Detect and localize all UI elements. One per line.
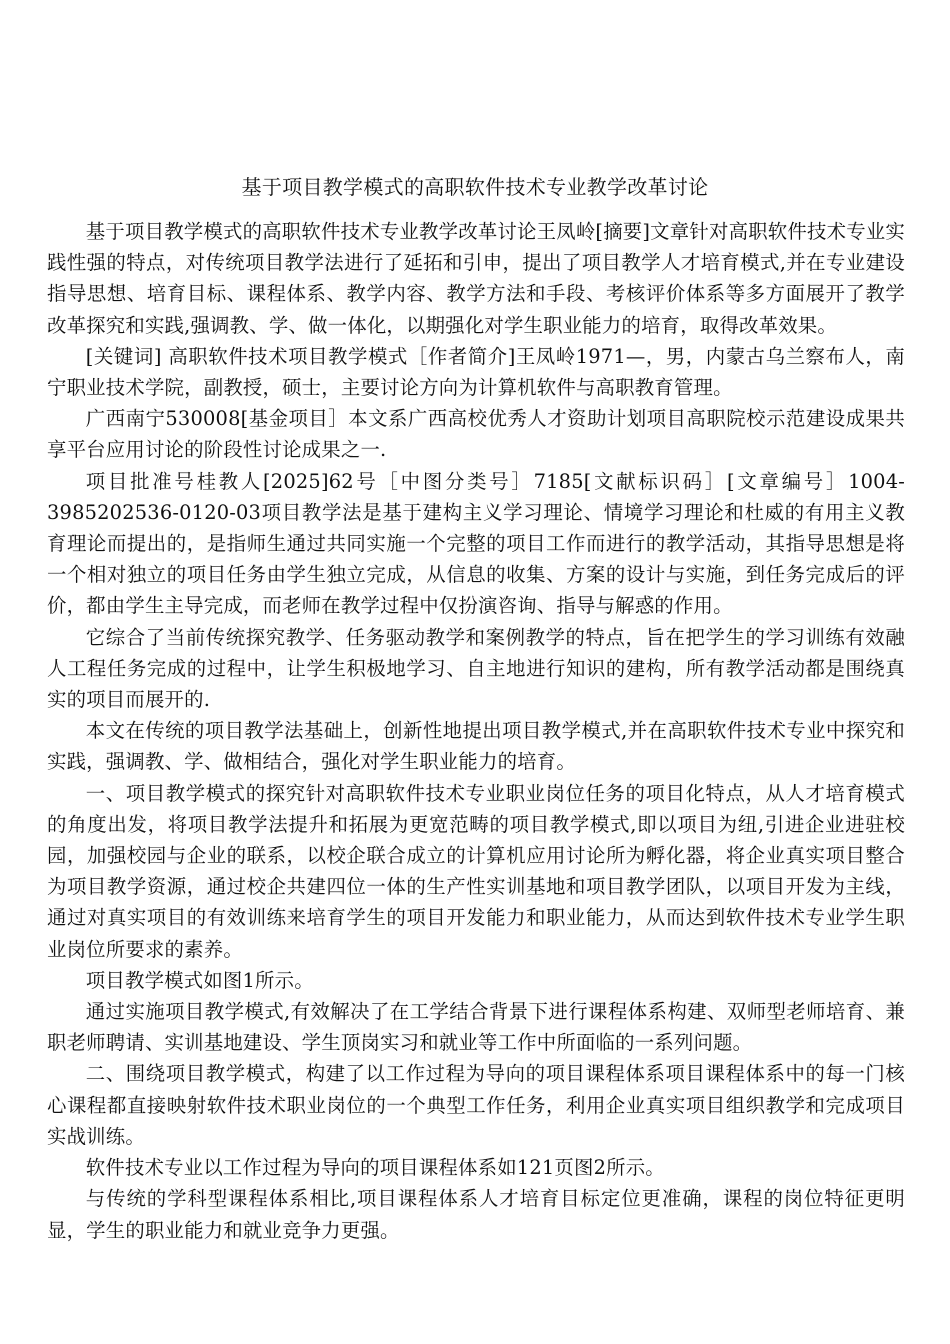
paragraph-body: 它综合了当前传统探究教学、任务驱动教学和案例教学的特点，旨在把学生的学习训练有效融人工程任务完成的过程中，让学生积极地学习、自主地进行知识的建构，所有教学活动都是围绕真实的项目而展开的. bbox=[47, 625, 905, 712]
paragraph-keywords: [关键词] 高职软件技术项目教学模式［作者简介]王凤岭1971—，男，内蒙古乌兰察布人，南宁职业技术学院，副教授，硕士，主要讨论方向为计算机软件与高职教育管理。 bbox=[47, 344, 905, 400]
paragraph-body: 与传统的学科型课程体系相比,项目课程体系人才培育目标定位更准确，课程的岗位特征更明显，学生的职业能力和就业竞争力更强。 bbox=[47, 1187, 905, 1242]
paragraph-fund: 广西南宁530008[基金项目］本文系广西高校优秀人才资助计划项目高职院校示范建设成果共享平台应用讨论的阶段性讨论成果之一. bbox=[47, 407, 905, 462]
document-title: 基于项目教学模式的高职软件技术专业教学改革讨论 bbox=[241, 175, 709, 199]
paragraph-body: 本文在传统的项目教学法基础上，创新性地提出项目教学模式,并在高职软件技术专业中探究和实践，强调教、学、做相结合，强化对学生职业能力的培育。 bbox=[47, 719, 905, 774]
paragraph-figure-ref: 软件技术专业以工作过程为导向的项目课程体系如121页图2所示。 bbox=[85, 1156, 665, 1180]
paragraph-body: 通过实施项目教学模式,有效解决了在工学结合背景下进行课程体系构建、双师型老师培育、兼职老师聘请、实训基地建设、学生顶岗实习和就业等工作中所面临的一系列问题。 bbox=[47, 1000, 905, 1055]
paragraph-abstract: 基于项目教学模式的高职软件技术专业教学改革讨论王凤岭[摘要]文章针对高职软件技术专业实践性强的特点，对传统项目教学法进行了延拓和引申，提出了项目教学人才培育模式,并在专业建设指导思想、培育目标、课程体系、教学内容、教学方法和手段、考核评价体系等多方面展开了教学改革探究和实践,强调教、学、做一体化，以期强化对学生职业能力的培育，取得改革效果。 bbox=[47, 220, 905, 337]
paragraph-approval-number: 项目批准号桂教人[2025]62号［中图分类号］7185[文献标识码］[文章编号］1004-3985202536-0120-03项目教学法是基于建构主义学习理论、情境学习理论和杜威的有用主义教育理论而提出的，是指师生通过共同实施一个完整的项目工作而进行的教学活动，其指导思想是将一个相对独立的项目任务由学生独立完成，从信息的收集、方案的设计与实施，到任务完成后的评价，都由学生主导完成，而老师在教学过程中仅扮演咨询、指导与解惑的作用。 bbox=[47, 469, 905, 618]
document-body bbox=[47, 216, 905, 1246]
paragraph-figure-ref: 项目教学模式如图1所示。 bbox=[85, 968, 314, 992]
paragraph-section-two: 二、围绕项目教学模式，构建了以工作过程为导向的项目课程体系项目课程体系中的每一门核心课程都直接映射软件技术职业岗位的一个典型工作任务，利用企业真实项目组织教学和完成项目实战训练。 bbox=[47, 1062, 905, 1148]
paragraph-section-one: 一、项目教学模式的探究针对高职软件技术专业职业岗位任务的项目化特点，从人才培育模式的角度出发，将项目教学法提升和拓展为更宽范畴的项目教学模式,即以项目为纽,引进企业进驻校园，加强校园与企业的联系，以校企联合成立的计算机应用讨论所为孵化器，将企业真实项目整合为项目教学资源，通过校企共建四位一体的生产性实训基地和项目教学团队，以项目开发为主线，通过对真实项目的有效训练来培育学生的项目开发能力和职业能力，从而达到软件技术专业学生职业岗位所要求的素养。 bbox=[47, 781, 905, 961]
